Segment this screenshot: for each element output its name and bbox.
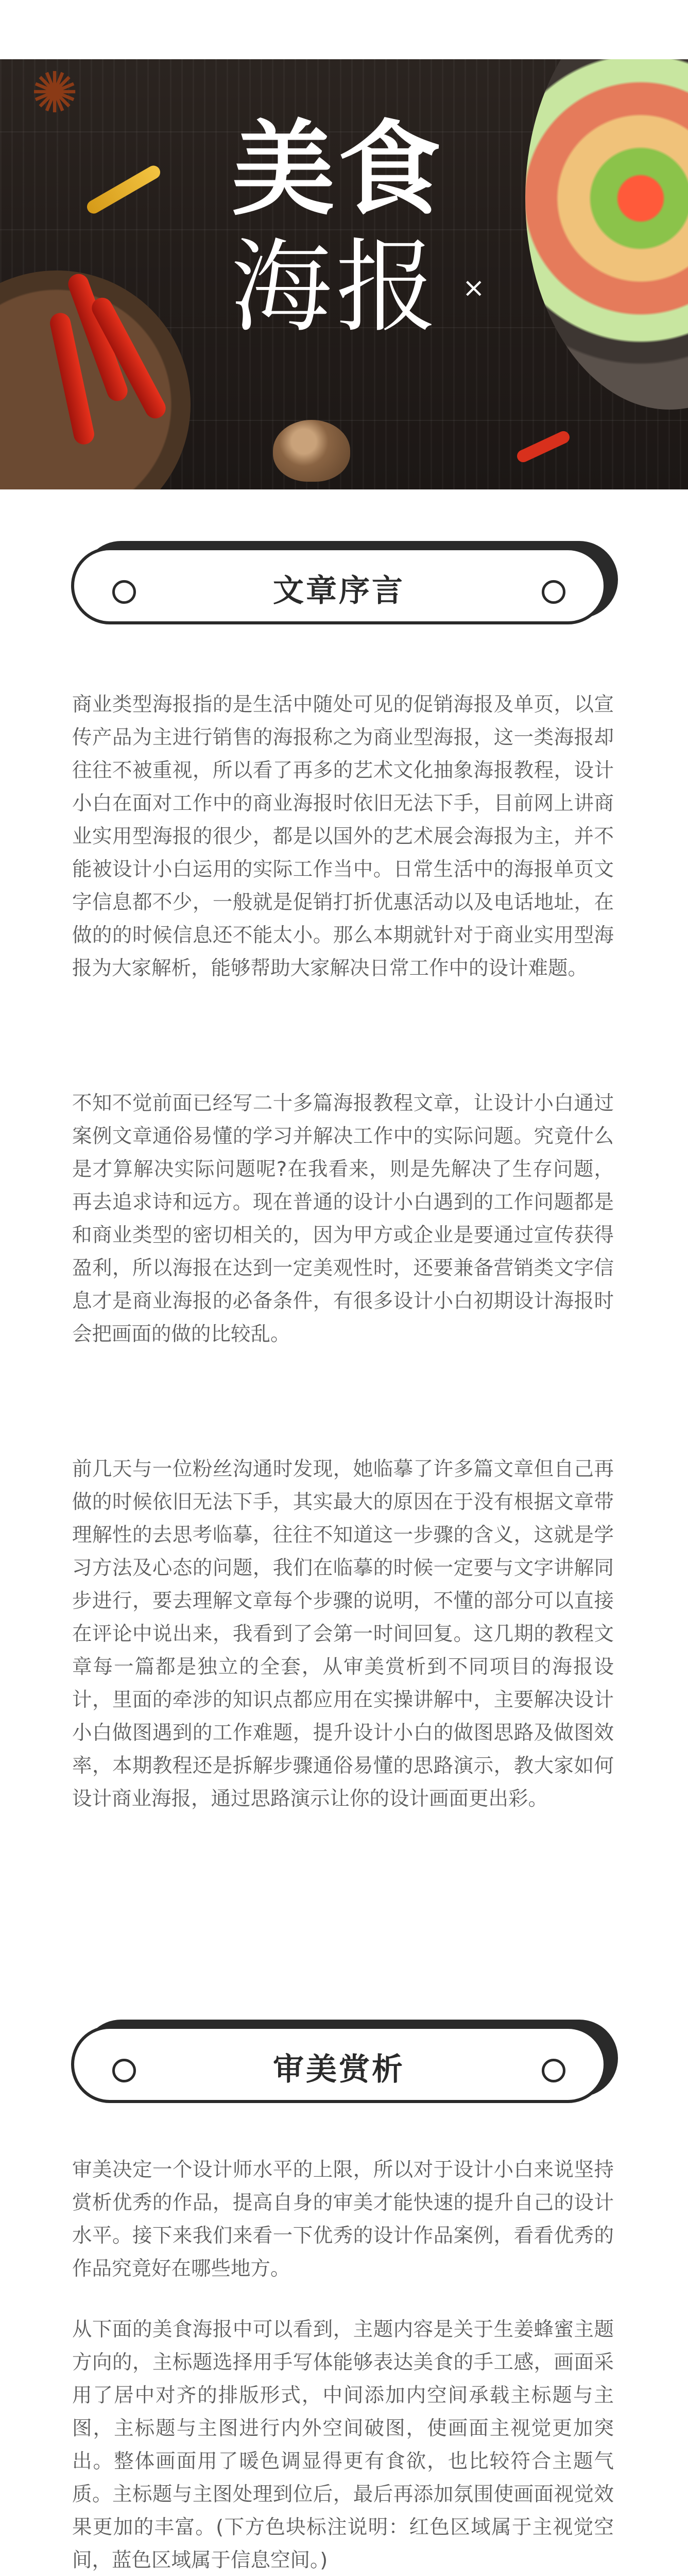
hero-title-line1: 美食 xyxy=(232,110,444,230)
star-anise-icon: ✺ xyxy=(31,60,79,126)
section-header-preface xyxy=(71,541,617,629)
circle-icon xyxy=(542,2059,565,2082)
salad-bowl-image xyxy=(525,59,688,410)
paragraph: 前几天与一位粉丝沟通时发现，她临摹了许多篇文章但自己再做的时候依旧无法下手，其实最大的原因在于没有根据文章带理解性的去思考临摹，往往不知道这一步骤的含义，这就是学习方法及心态的问题，我们在临摹的时候一定要与文字讲解同步进行，要去理解文章每个步骤的说明，不懂的部分可以直接在评论中说出来，我看到了会第一时间回复。这几期的教程文章每一篇都是独立的全套，从审美赏析到不同项目的海报设计，里面的牵涉的知识点都应用在实操讲解中，主要解决设计小白做图遇到的工作难题，提升设计小白的做图思路及做图效率，本期教程还是拆解步骤通俗易懂的思路演示，教大家如何设计商业海报，通过思路演示让你的设计画面更出彩。 xyxy=(72,1458,614,1810)
hero-title-separator: × xyxy=(462,273,485,303)
paragraph: 审美决定一个设计师水平的上限，所以对于设计小白来说坚持赏析优秀的作品，提高自身的审美才能快速的提升自己的设计水平。接下来我们来看一下优秀的设计作品案例，看看优秀的作品究竟好在哪些地方。 xyxy=(72,2158,614,2280)
section-title: 文章序言 xyxy=(273,573,405,609)
paragraph: 不知不觉前面已经写二十多篇海报教程文章，让设计小白通过案例文章通俗易懂的学习并解决工作中的实际问题。究竟什么是才算解决实际问题呢?在我看来，则是先解决了生存问题，再去追求诗和远方。现在普通的设计小白遇到的工作问题都是和商业类型的密切相关的，因为甲方或企业是要通过宣传获得盈利，所以海报在达到一定美观性时，还要兼备营销类文字信息才是商业海报的必备条件，有很多设计小白初期设计海报时会把画面的做的比较乱。 xyxy=(72,1092,614,1346)
paragraph: 商业类型海报指的是生活中随处可见的促销海报及单页，以宣传产品为主进行销售的海报称之为商业型海报，这一类海报却往往不被重视，所以看了再多的艺术文化抽象海报教程，设计小白在面对工作中的商业海报时依旧无法下手，目前网上讲商业实用型海报的很少，都是以国外的艺术展会海报为主，并不能被设计小白运用的实际工作当中。日常生活中的海报单页文字信息都不少，一般就是促销打折优惠活动以及电话地址，在做的的时候信息还不能太小。那么本期就针对于商业实用型海报为大家解析，能够帮助大家解决日常工作中的设计难题。 xyxy=(72,693,614,980)
paragraph: 从下面的美食海报中可以看到，主题内容是关于生姜蜂蜜主题方向的，主标题选择用手写体能够表达美食的手工感，画面采用了居中对齐的排版形式，中间添加内空间承载主标题与主图，主标题与主图进行内外空间破图，使画面主视觉更加突出。整体画面用了暖色调显得更有食欲，也比较符合主题气质。主标题与主图处理到位后，最后再添加氛围使画面视觉效果更加的丰富。(下方色块标注说明：红色区域属于主视觉空间，蓝色区域属于信息空间。) xyxy=(72,2318,614,2572)
section-header-appreciation xyxy=(71,2020,617,2107)
hero-title-line2: 海报 xyxy=(231,229,441,346)
chili-pepper-image xyxy=(515,429,572,464)
yellow-pepper-image xyxy=(84,163,163,216)
mushroom-image xyxy=(273,420,350,482)
circle-icon xyxy=(542,580,565,604)
section-title: 审美赏析 xyxy=(273,2052,405,2088)
hero-banner xyxy=(0,59,688,489)
